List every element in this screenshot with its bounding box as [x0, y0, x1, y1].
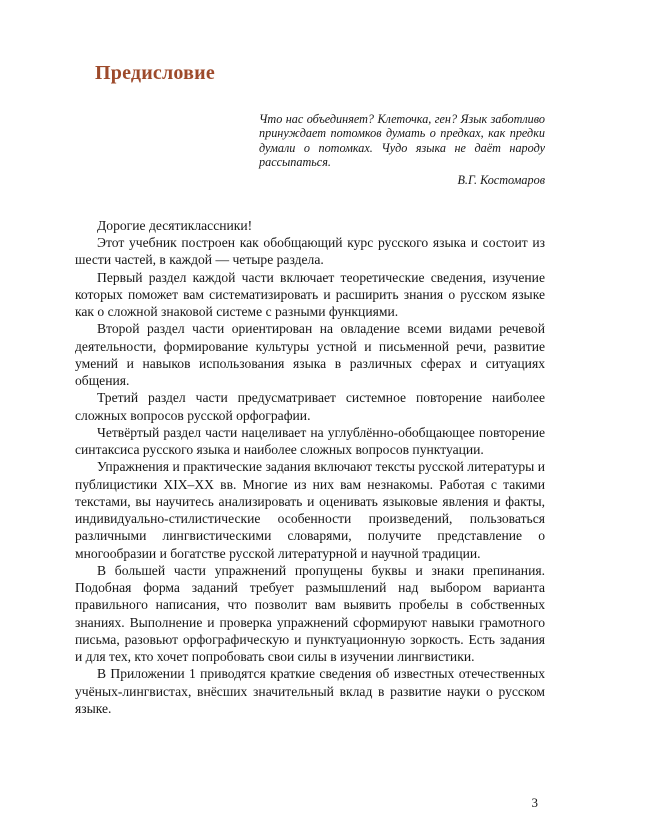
epigraph — [259, 112, 545, 187]
paragraph: Третий раздел части предусматривает системное повторение наиболее сложных вопросов русской орфографии. — [75, 390, 545, 423]
paragraph: Этот учебник построен как обобщающий курс русского языка и состоит из шести частей, в каждой — четыре раздела. — [75, 235, 545, 268]
paragraph: Второй раздел части ориентирован на овладение всеми видами речевой деятельности, формирование культуры устной и письменной речи, развитие умений и навыков использования языка в различных сферах и ситуациях общения. — [75, 321, 545, 389]
page-title: Предисловие — [95, 62, 215, 84]
epigraph-attribution: В.Г. Костомаров — [457, 172, 545, 187]
page-number: 3 — [531, 795, 538, 810]
epigraph-text: Что нас объединяет? Клеточка, ген? Язык заботливо принуждает потомков думать о предках, как предки думали о потомках. Чудо языка не даёт народу рассыпаться. — [259, 112, 545, 170]
paragraph: Четвёртый раздел части нацеливает на углублённо-обобщающее повторение синтаксиса русского языка и наиболее сложных вопросов пунктуации. — [75, 424, 545, 458]
paragraph: Упражнения и практические задания включают тексты русской литературы и публицистики XIX–XX вв. Многие из них вам незнакомы. Работая с такими текстами, вы научитесь анализировать и оценивать языковые явления и факты, индивидуально-стилистические особенности произведений, пользоваться различными лингвистическими словарями, получите представление о многообразии и богатстве русской литературной и научной традиции. — [75, 459, 545, 561]
body-text — [75, 217, 545, 717]
paragraph-greeting: Дорогие десятиклассники! — [97, 217, 253, 233]
paragraph: В Приложении 1 приводятся краткие сведения об известных отечественных учёных-лингвистах, внёсших значительный вклад в развитие науки о русском языке. — [75, 666, 545, 716]
paragraph: В большей части упражнений пропущены буквы и знаки препинания. Подобная форма заданий требует размышлений над выбором варианта правильного написания, что позволит вам выявить пробелы в собственных знаниях. Выполнение и проверка упражнений сформируют навыки грамотного письма, разовьют орфографическую и пунктуационную зоркость. Есть задания и для тех, кто хочет попробовать свои силы в изучении лингвистики. — [75, 562, 545, 665]
paragraph: Первый раздел каждой части включает теоретические сведения, изучение которых поможет вам систематизировать и расширить знания о русском языке как о сложной знаковой системе с разными функциями. — [75, 269, 545, 320]
